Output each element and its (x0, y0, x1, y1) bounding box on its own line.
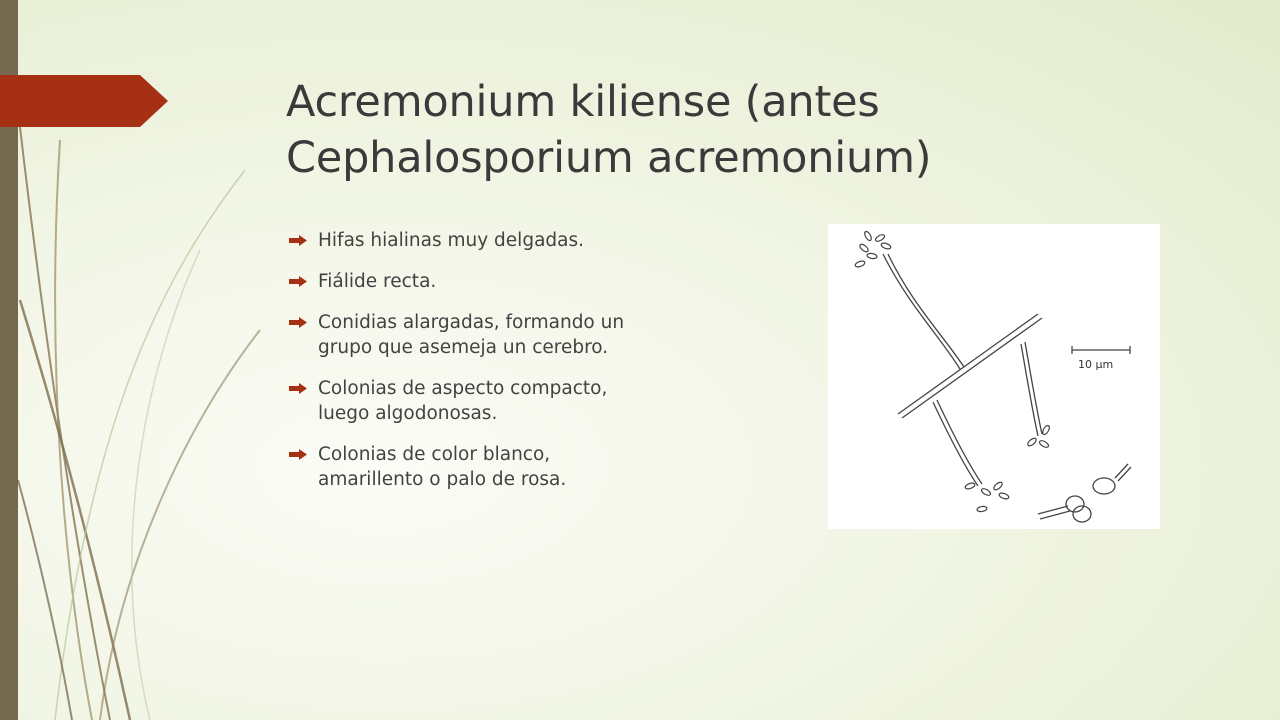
bullet-text: Colonias de color blanco, (318, 444, 551, 465)
fungus-illustration (828, 224, 1160, 529)
slide-title (286, 74, 1186, 186)
bullet-item (289, 310, 739, 360)
bullet-item (289, 269, 739, 294)
arrow-bullet-icon (289, 449, 307, 460)
arrow-bullet-icon (289, 235, 307, 246)
bullet-text-continued: grupo que asemeja un cerebro. (318, 337, 609, 358)
bullet-text-continued: luego algodonosas. (318, 403, 498, 424)
arrow-bullet-icon (289, 276, 307, 287)
bullet-item (289, 228, 739, 253)
title-line-1: Acremonium kiliense (antes (286, 77, 880, 127)
arrow-bullet-icon (289, 383, 307, 394)
bullet-list (289, 228, 739, 508)
title-line-2: Cephalosporium acremonium) (286, 133, 932, 183)
bullet-text-continued: amarillento o palo de rosa. (318, 469, 567, 490)
bullet-item (289, 442, 739, 492)
bullet-text: Conidias alargadas, formando un (318, 312, 625, 333)
bullet-item (289, 376, 739, 426)
arrow-bullet-icon (289, 317, 307, 328)
bullet-text: Colonias de aspecto compacto, (318, 378, 608, 399)
acremonium-drawing (828, 224, 1160, 529)
scale-label: 10 µm (1078, 358, 1114, 371)
bullet-text: Hifas hialinas muy delgadas. (318, 230, 585, 251)
bullet-text: Fiálide recta. (318, 271, 437, 292)
title-arrow-marker (0, 75, 168, 127)
